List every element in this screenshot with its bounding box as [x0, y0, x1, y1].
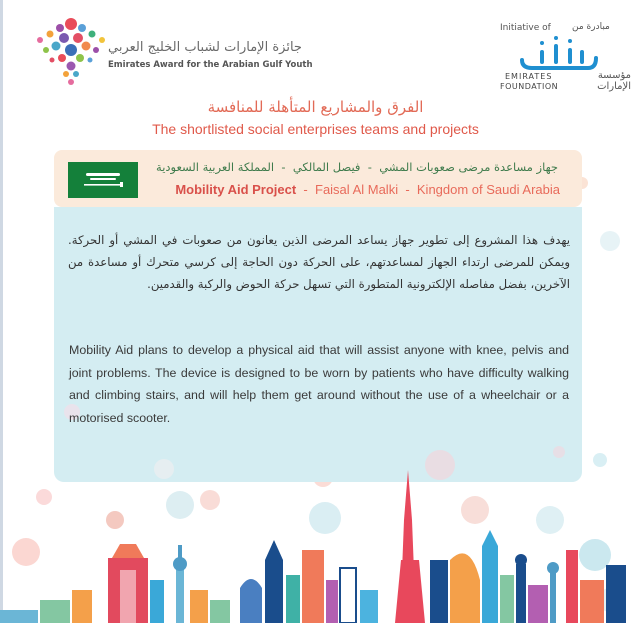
- project-heading-arabic: [156, 160, 558, 174]
- separator: -: [281, 160, 286, 174]
- award-name-english: Emirates Award for the Arabian Gulf Youth: [108, 60, 313, 70]
- project-name-english: Mobility Aid Project: [175, 182, 297, 197]
- person-name-english: Faisal Al Malki: [315, 182, 399, 197]
- country-arabic: المملكة العربية السعودية: [156, 160, 275, 174]
- foundation-name-arabic: مؤسسة الإمارات: [597, 70, 631, 92]
- separator: -: [367, 160, 372, 174]
- person-name-arabic: فيصل المالكي: [292, 160, 361, 174]
- project-name-arabic: جهاز مساعدة مرضى صعوبات المشي: [379, 160, 558, 174]
- city-skyline-illustration: [0, 440, 631, 623]
- project-heading-english: [175, 182, 560, 197]
- foundation-name-line1: EMIRATES: [505, 72, 553, 81]
- emirates-foundation-logo-icon: [518, 36, 600, 72]
- separator: -: [303, 182, 308, 197]
- foundation-name-line2: FOUNDATION: [500, 82, 559, 91]
- page-title-english: The shortlisted social enterprises teams and projects: [152, 121, 479, 137]
- page-title-arabic: الفرق والمشاريع المتأهلة للمنافسة: [207, 98, 424, 116]
- saudi-flag-icon: [68, 162, 138, 198]
- country-english: Kingdom of Saudi Arabia: [416, 182, 560, 197]
- description-english: Mobility Aid plans to develop a physical aid that will assist anyone with knee, pelvis and joint problems. The device is designed to be worn by patients who have difficulty walking and climbing stairs, and will help them get around without the use of a wheelchair or a motorised scooter.: [69, 343, 569, 425]
- separator: -: [405, 182, 410, 197]
- project-banner: [54, 150, 582, 207]
- award-logo-icon: [30, 14, 112, 90]
- award-name-arabic: جائزة الإمارات لشباب الخليج العربي: [108, 40, 302, 55]
- description-arabic: يهدف هذا المشروع إلى تطوير جهاز يساعد المرضى الذين يعانون من صعوبات في المشي أو الحركة. ويمكن للمرضى ارتداء الجهاز لمساعدتهم، على الحركة دون الحاجة إلى كرسي متحرك أو مساعدة من الآخرين، بفضل مفاصله الإلكترونية المتطورة التي تسهل حركة الحوض والركبة والقدمين.: [68, 233, 570, 291]
- initiative-of-arabic-label: مبادرة من: [572, 22, 610, 32]
- initiative-of-label: Initiative of: [500, 23, 551, 33]
